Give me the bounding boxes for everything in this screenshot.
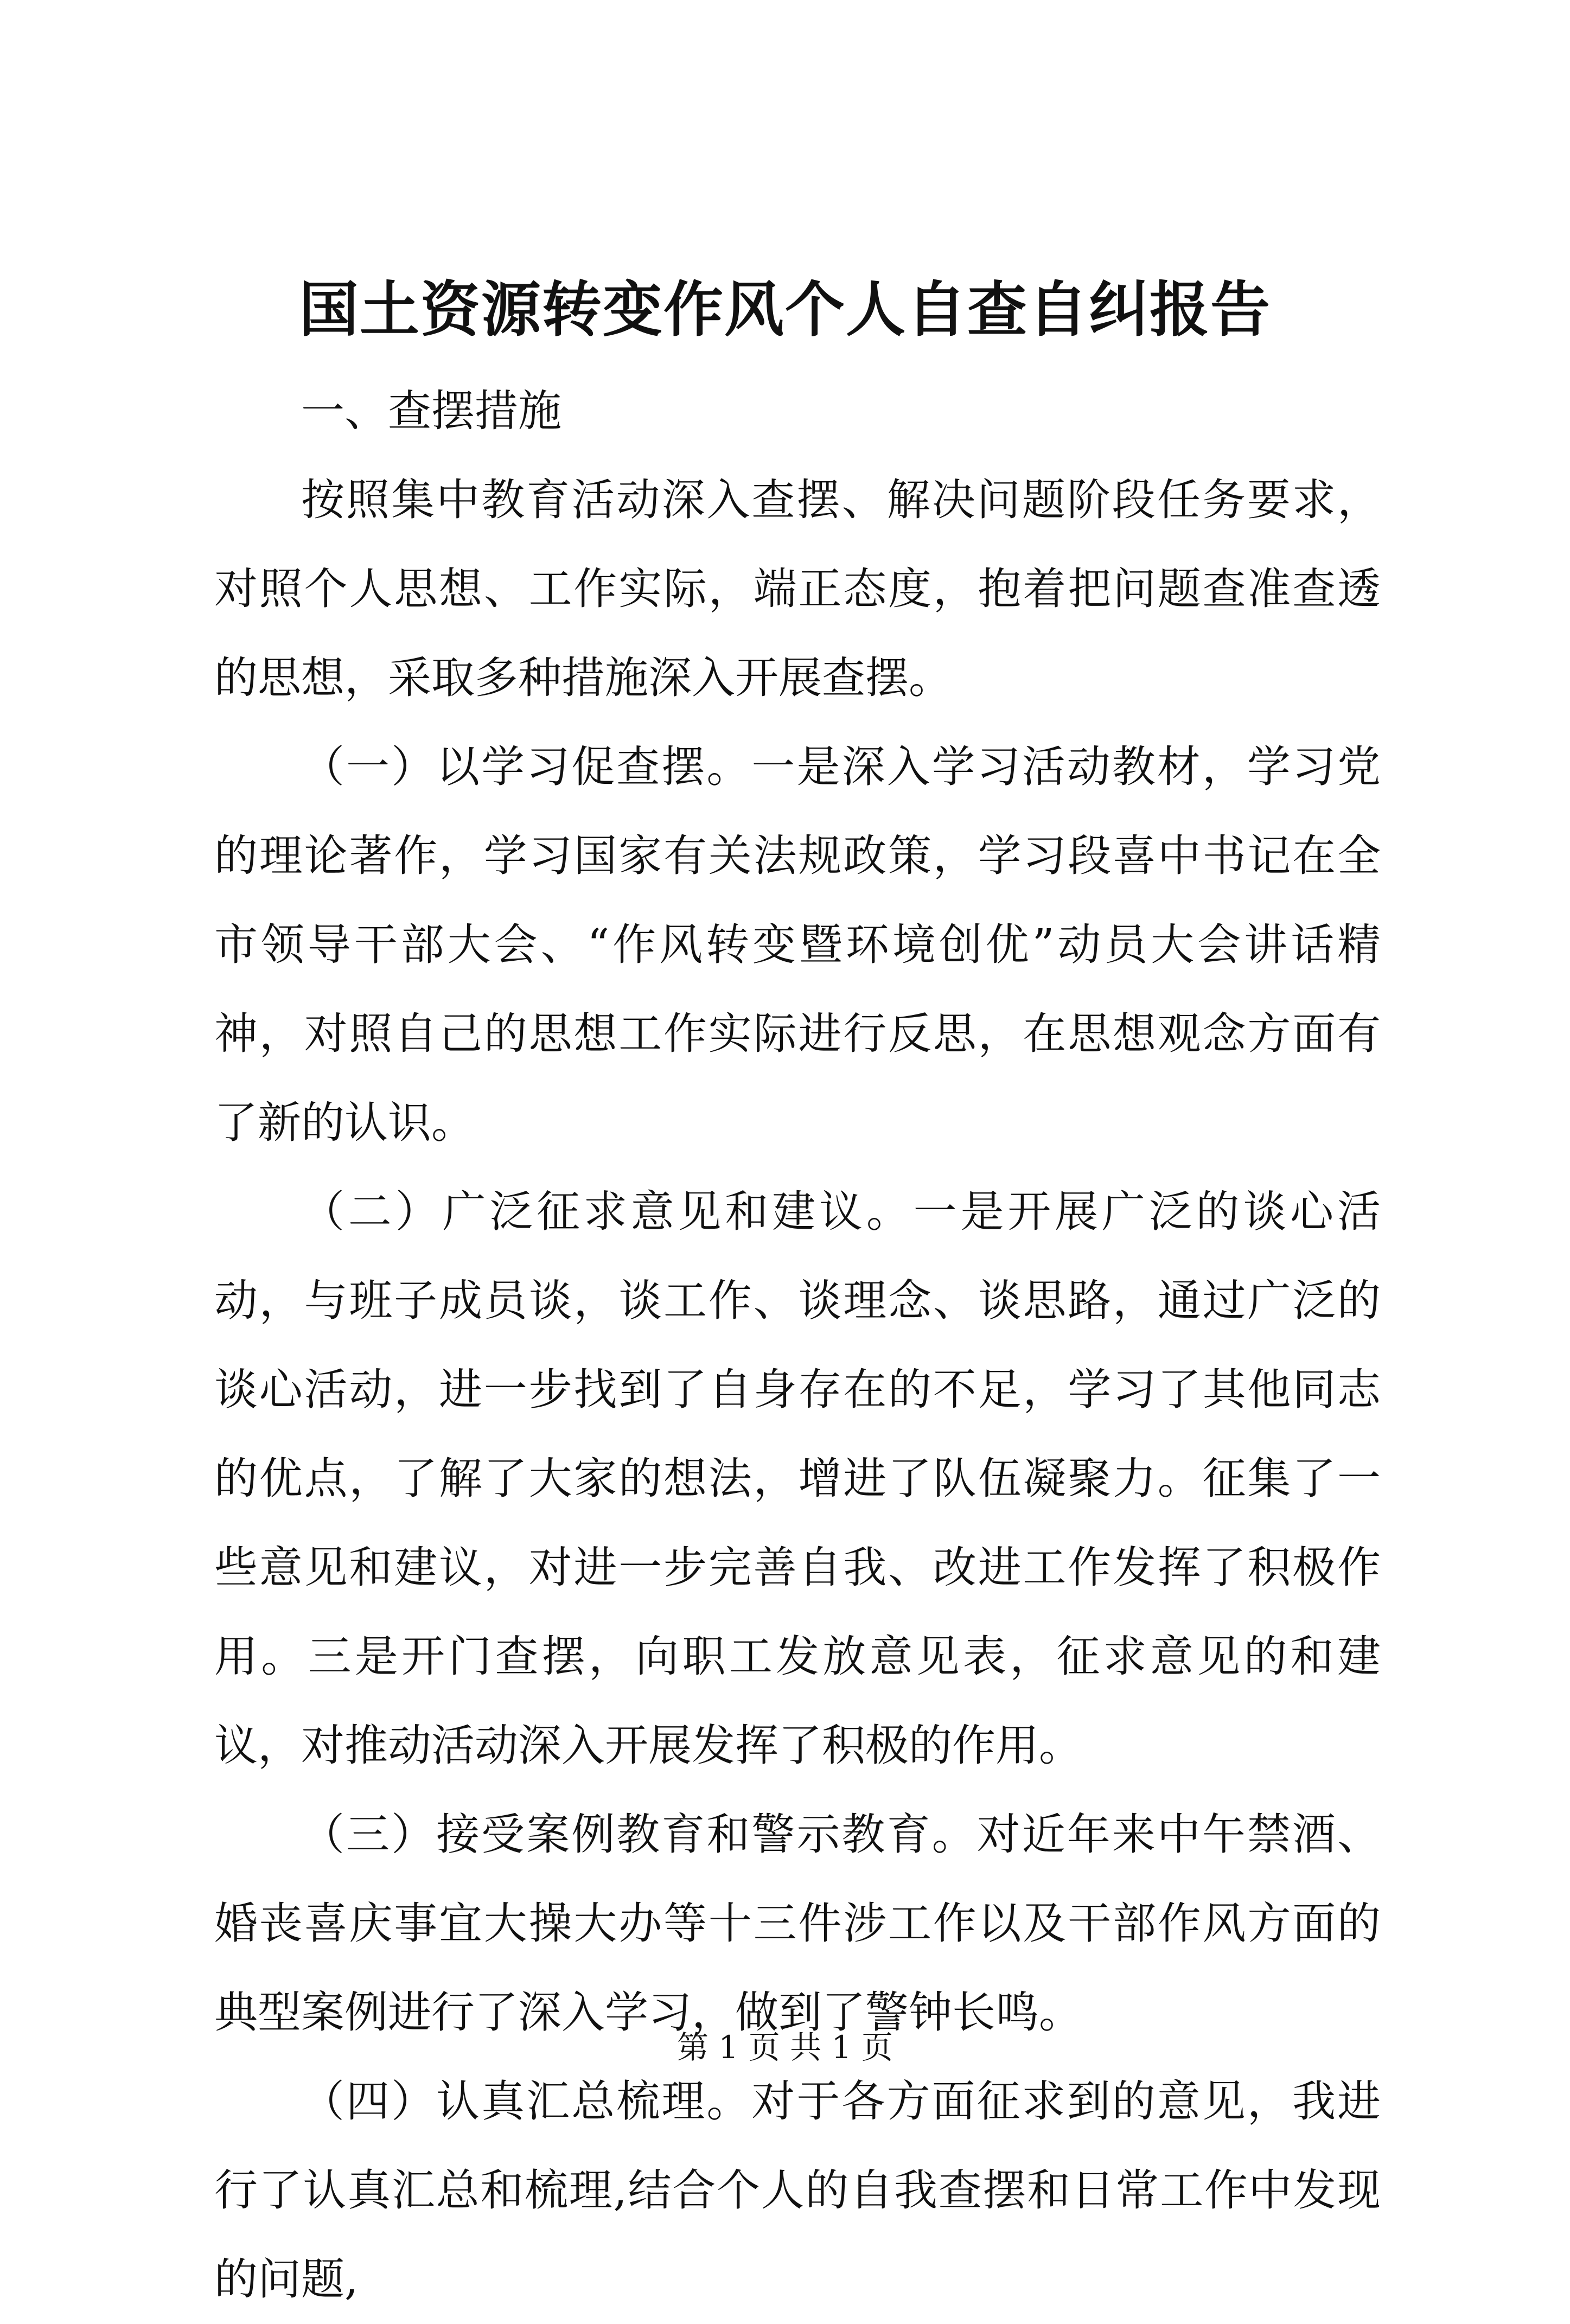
section-heading: 一、查摆措施 [301,386,561,436]
document-title: 国土资源转变作风个人自查自纠报告 [299,274,1271,344]
paragraph: （一）以学习促查摆。一是深入学习活动教材，学习党的理论著作，学习国家有关法规政策，学习段喜中书记在全市领导干部大会、“作风转变暨环境创优”动员大会讲话精神，对照自己的思想工作实际进行反思，在思想观念方面有了新的认识。 [214,742,1381,1148]
paragraph: （三）接受案例教育和警示教育。对近年来中午禁酒、婚丧喜庆事宜大操大办等十三件涉工作以及干部作风方面的典型案例进行了深入学习，做到了警钟长鸣。 [214,1809,1381,2038]
paragraph: （二）广泛征求意见和建议。一是开展广泛的谈心活动，与班子成员谈，谈工作、谈理念、谈思路，通过广泛的谈心活动，进一步找到了自身存在的不足，学习了其他同志的优点，了解了大家的想法，增进了队伍凝聚力。征集了一些意见和建议，对进一步完善自我、改进工作发挥了积极作用。三是开门查摆，向职工发放意见表，征求意见的和建议，对推动活动深入开展发挥了积极的作用。 [214,1186,1381,1771]
paragraph: （四）认真汇总梳理。对于各方面征求到的意见，我进行了认真汇总和梳理,结合个人的自我查摆和日常工作中发现的问题, [214,2076,1381,2304]
paragraph: 按照集中教育活动深入查摆、解决问题阶段任务要求，对照个人思想、工作实际，端正态度，抱着把问题查准查透的思想，采取多种措施深入开展查摆。 [214,475,1381,703]
page-number-footer: 第 1 页 共 1 页 [677,2029,893,2066]
